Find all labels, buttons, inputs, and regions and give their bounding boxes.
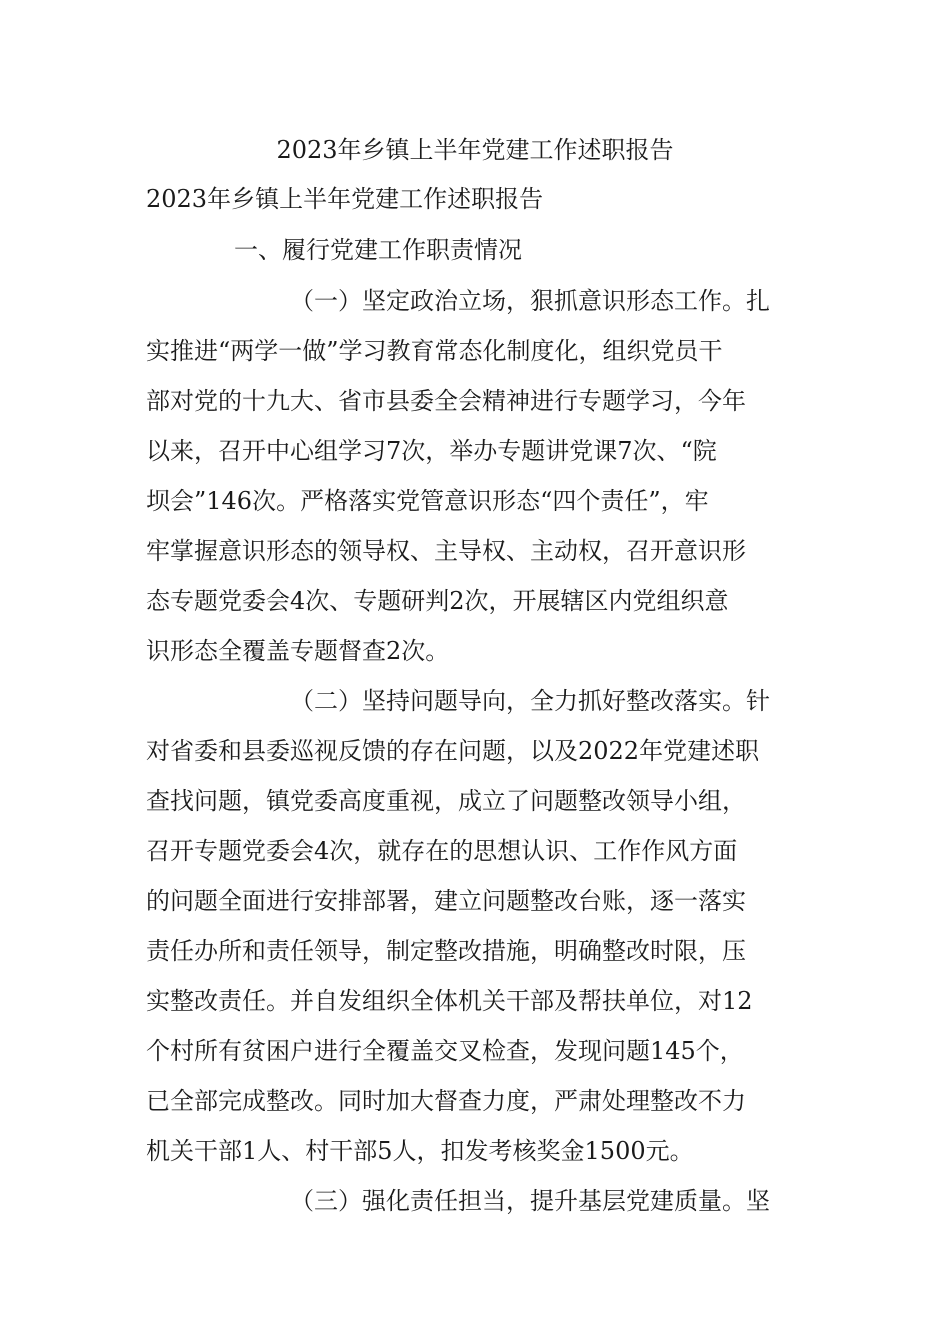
paragraph-1-line-6: 牢掌握意识形态的领导权、主导权、主动权，召开意识形	[146, 537, 746, 565]
paragraph-2-line-5: 的问题全面进行安排部署，建立问题整改台账，逐一落实	[146, 887, 746, 915]
paragraph-2-line-7: 实整改责任。并自发组织全体机关干部及帮扶单位，对12	[146, 987, 753, 1015]
document-title: 2023年乡镇上半年党建工作述职报告	[276, 136, 674, 164]
paragraph-1-line-7: 态专题党委会4次、专题研判2次，开展辖区内党组织意	[146, 587, 729, 615]
paragraph-2-line-2: 对省委和县委巡视反馈的存在问题，以及2022年党建述职	[146, 737, 760, 765]
paragraph-2-line-4: 召开专题党委会4次，就存在的思想认识、工作作风方面	[146, 837, 738, 865]
paragraph-2-line-3: 查找问题，镇党委高度重视，成立了问题整改领导小组，	[146, 787, 746, 815]
subtitle-line: 2023年乡镇上半年党建工作述职报告	[146, 185, 544, 213]
section-heading: 一、履行党建工作职责情况	[234, 236, 522, 264]
paragraph-1-line-4: 以来，召开中心组学习7次，举办专题讲党课7次、“院	[146, 437, 717, 465]
paragraph-1-line-8: 识形态全覆盖专题督查2次。	[146, 637, 450, 665]
paragraph-2-line-8: 个村所有贫困户进行全覆盖交叉检查，发现问题145个，	[146, 1037, 744, 1065]
paragraph-1-line-3: 部对党的十九大、省市县委全会精神进行专题学习，今年	[146, 387, 746, 415]
paragraph-2-line-1: （二）坚持问题导向，全力抓好整改落实。针	[290, 687, 770, 715]
paragraph-2-line-9: 已全部完成整改。同时加大督查力度，严肃处理整改不力	[146, 1087, 746, 1115]
paragraph-1-line-2: 实推进“两学一做”学习教育常态化制度化，组织党员干	[146, 337, 723, 365]
paragraph-1-line-5: 坝会”146次。严格落实党管意识形态“四个责任”，牢	[146, 487, 709, 515]
paragraph-3-line-1: （三）强化责任担当，提升基层党建质量。坚	[290, 1187, 770, 1215]
paragraph-2-line-6: 责任办所和责任领导，制定整改措施，明确整改时限，压	[146, 937, 746, 965]
paragraph-1-line-1: （一）坚定政治立场，狠抓意识形态工作。扎	[290, 287, 770, 315]
paragraph-2-line-10: 机关干部1人、村干部5人，扣发考核奖金1500元。	[146, 1137, 694, 1165]
